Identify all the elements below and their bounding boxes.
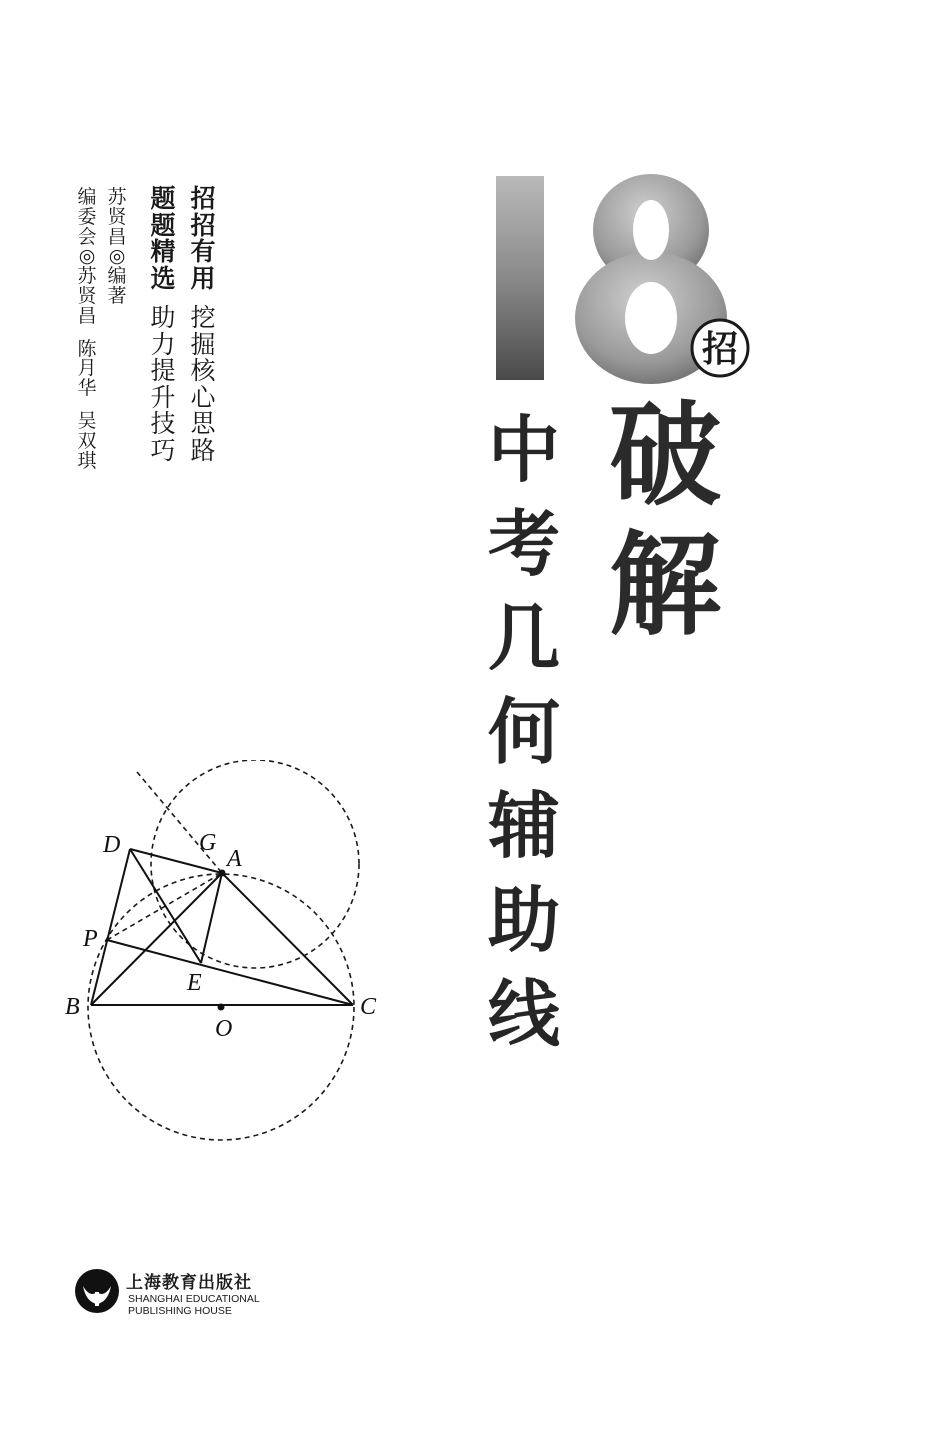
digit-one-shape bbox=[496, 176, 544, 380]
label-e: E bbox=[187, 970, 202, 996]
measure-word: 招 bbox=[701, 329, 739, 370]
subtitle-text: 中 考 几 何 辅 助 线 bbox=[487, 408, 560, 1056]
segment-pc bbox=[107, 940, 353, 1005]
editorial-board bbox=[76, 188, 98, 471]
main-title bbox=[600, 390, 730, 660]
label-a: A bbox=[227, 846, 242, 872]
publisher-name-en-line1: SHANGHAI EDUCATIONAL bbox=[128, 1293, 260, 1305]
title-number bbox=[488, 170, 758, 385]
slogan-column-1 bbox=[188, 186, 218, 464]
circle-through-a bbox=[151, 760, 359, 968]
author-line: 苏 贤 昌 ◎ 编 著 bbox=[107, 186, 127, 307]
label-c: C bbox=[360, 994, 377, 1020]
geometry-diagram bbox=[55, 760, 415, 1150]
publisher-name-en-line2: PUBLISHING HOUSE bbox=[128, 1305, 232, 1317]
label-o: O bbox=[215, 1016, 233, 1042]
label-p: P bbox=[83, 926, 98, 952]
publisher-logo-icon bbox=[74, 1268, 120, 1314]
segment-ae bbox=[201, 873, 222, 963]
label-g: G bbox=[199, 830, 217, 856]
slogan-text: 题 题 精 选 bbox=[150, 184, 176, 293]
slogan-text: 助 力 提 升 技 巧 bbox=[150, 303, 176, 465]
label-d: D bbox=[103, 832, 121, 858]
slogan-text: 挖 掘 核 心 思 路 bbox=[190, 303, 216, 465]
publisher-name-cn: 上海教育出版社 bbox=[126, 1273, 252, 1293]
eighteen-graphic bbox=[488, 170, 758, 385]
label-b: B bbox=[65, 994, 80, 1020]
publisher bbox=[74, 1266, 334, 1326]
point-a bbox=[219, 870, 226, 877]
board-member: 陈 月 华 bbox=[77, 337, 97, 400]
main-title-text: 破 解 bbox=[609, 390, 721, 651]
segment-ac bbox=[222, 873, 353, 1005]
extension-line bbox=[137, 772, 222, 873]
point-o bbox=[218, 1004, 225, 1011]
author-credit bbox=[106, 188, 128, 307]
board-member: 吴 双 琪 bbox=[77, 409, 97, 472]
slogan-text: 招 招 有 用 bbox=[190, 184, 216, 293]
geometry-figure bbox=[55, 760, 415, 1150]
slogan-column-2 bbox=[148, 186, 178, 464]
board-line: 编 委 会 ◎ 苏 贤 昌 bbox=[77, 186, 97, 327]
subtitle bbox=[484, 408, 564, 1072]
